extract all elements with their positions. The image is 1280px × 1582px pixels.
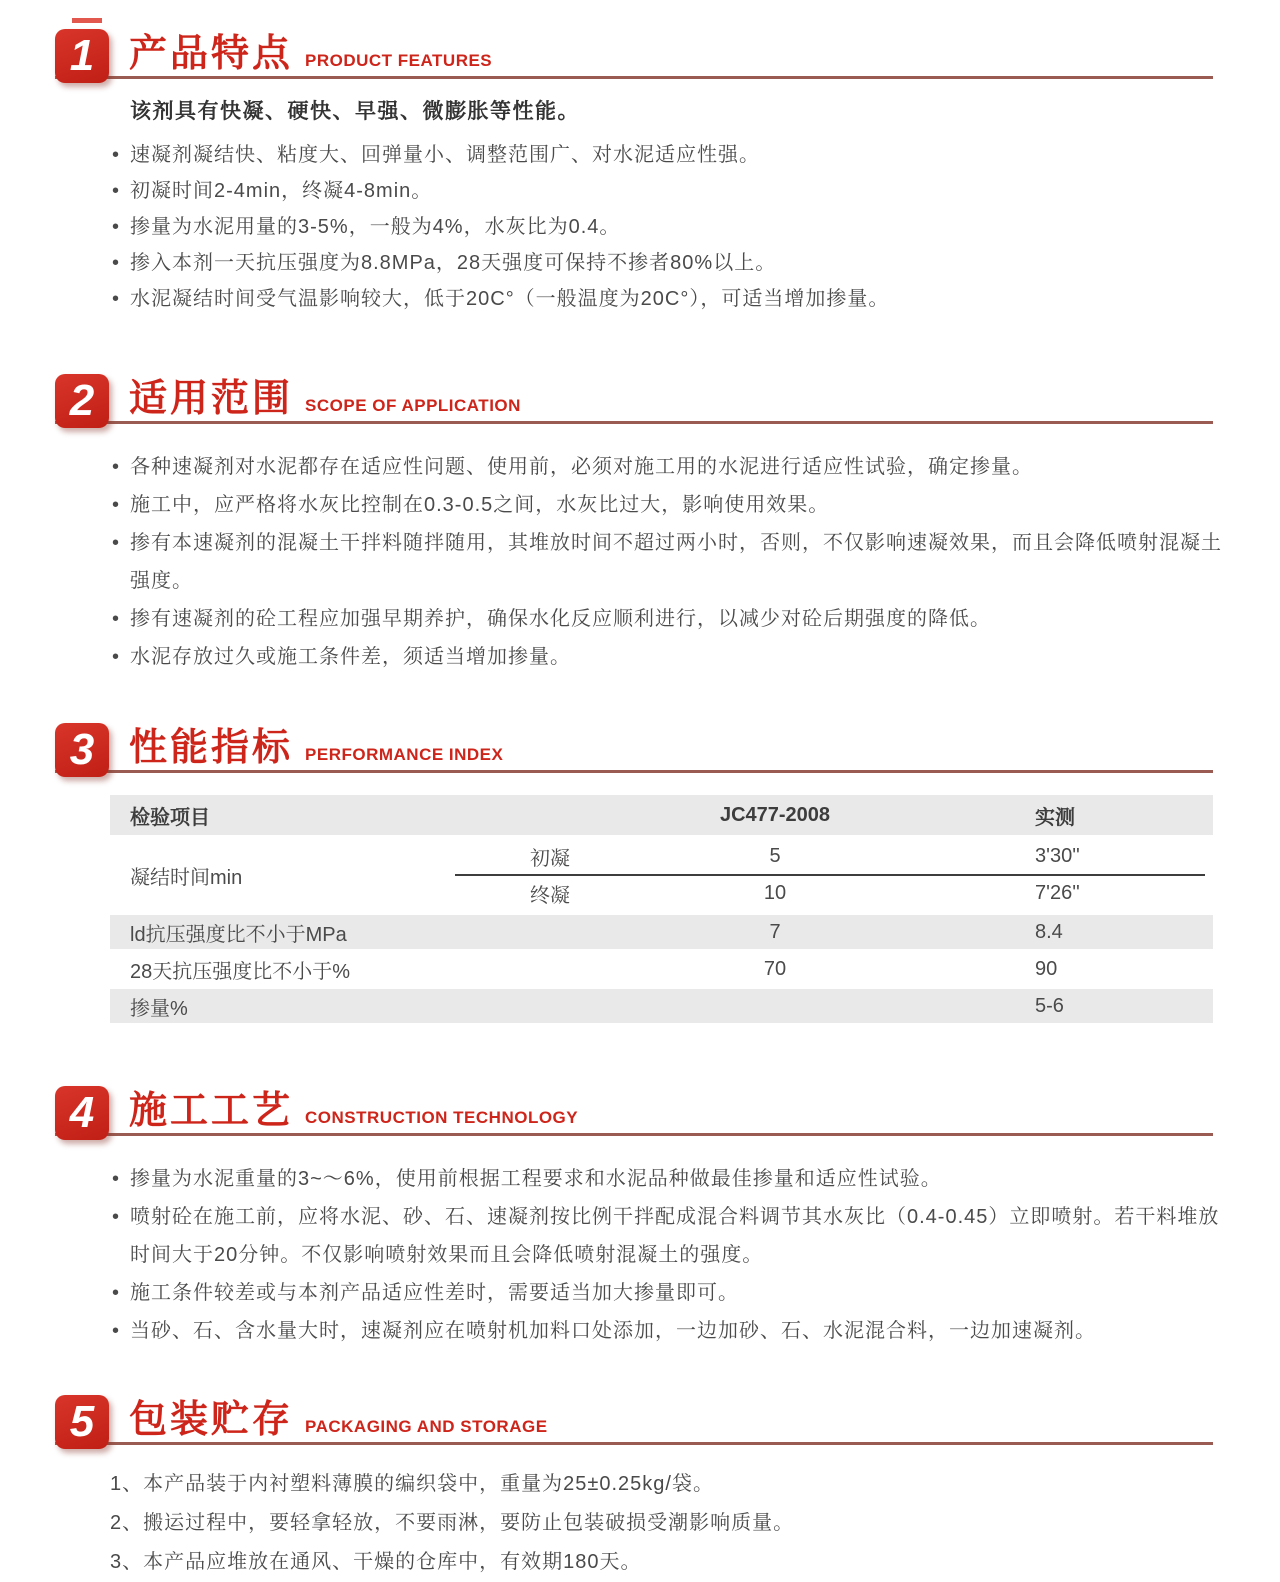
section-2-number-badge: 2 xyxy=(55,374,109,428)
section-4-title: 施工工艺 xyxy=(129,1090,294,1132)
table-header-jc477: JC477-2008 xyxy=(719,803,831,826)
section-5-subtitle: PACKAGING AND STORAGE xyxy=(305,1417,548,1436)
setting-final-jc: 10 xyxy=(763,882,787,904)
row-measured-value: 8.4 xyxy=(1035,920,1063,943)
table-row xyxy=(110,915,1213,949)
list-item: • 水泥凝结时间受气温影响较大，低于20C°（一般温度为20C°），可适当增加掺量。 xyxy=(112,281,1225,317)
list-item: • 施工中，应严格将水灰比控制在0.3-0.5之间，水灰比过大，影响使用效果。 xyxy=(112,486,1225,524)
setting-final-label: 终凝 xyxy=(530,885,570,907)
row-label: ld抗压强度比不小于MPa xyxy=(130,923,347,946)
list-item: • 掺有本速凝剂的混凝土干拌料随拌随用，其堆放时间不超过两小时，否则，不仅影响速凝效果，而且会降低喷射混凝土强度。 xyxy=(112,524,1225,600)
list-item: • 速凝剂凝结快、粘度大、回弹量小、调整范围广、对水泥适应性强。 xyxy=(112,137,1225,173)
table-header-item: 检验项目 xyxy=(130,806,210,829)
list-item: • 水泥存放过久或施工条件差，须适当增加掺量。 xyxy=(112,638,1225,676)
section-3-title: 性能指标 xyxy=(129,727,294,769)
list-item: • 掺量为水泥用量的3-5%，一般为4%，水灰比为0.4。 xyxy=(112,209,1225,245)
section-performance-index xyxy=(0,712,1280,1023)
row-jc-value: 7 xyxy=(769,920,781,943)
section-3-header xyxy=(55,712,1213,773)
section-4-subtitle: CONSTRUCTION TECHNOLOGY xyxy=(305,1108,579,1127)
section-scope-of-application xyxy=(0,363,1280,676)
product-features-intro: 该剂具有快凝、硬快、早强、微膨胀等性能。 xyxy=(130,100,580,123)
list-item: • 初凝时间2-4min，终凝4-8min。 xyxy=(112,173,1225,209)
section-5-number-badge: 5 xyxy=(55,1395,109,1449)
table-row xyxy=(110,952,1213,986)
section-3-subtitle: PERFORMANCE INDEX xyxy=(305,745,504,764)
section-2-subtitle: SCOPE OF APPLICATION xyxy=(305,396,521,415)
row-measured-value: 90 xyxy=(1035,957,1058,980)
section-4-header xyxy=(55,1075,1213,1136)
section-packaging-and-storage xyxy=(0,1384,1280,1582)
list-item: • 掺有速凝剂的砼工程应加强早期养护，确保水化反应顺利进行，以减少对砼后期强度的降低。 xyxy=(112,600,1225,638)
section-2-header xyxy=(55,363,1213,424)
section-1-header xyxy=(55,18,1213,79)
section-construction-technology xyxy=(0,1075,1280,1350)
table-row xyxy=(110,989,1213,1023)
list-item: • 施工条件较差或与本剂产品适应性差时，需要适当加大掺量即可。 xyxy=(112,1274,1225,1312)
section-4-number-badge: 4 xyxy=(55,1086,109,1140)
setting-final-measured: 7'26'' xyxy=(1035,882,1080,904)
row-label: 28天抗压强度比不小于% xyxy=(130,960,351,983)
list-item: • 喷射砼在施工前，应将水泥、砂、石、速凝剂按比例干拌配成混合料调节其水灰比（0.4-0.45）立即喷射。若干料堆放时间大于20分钟。不仅影响喷射效果而且会降低喷射混凝土的强度。 xyxy=(112,1198,1225,1274)
row-label: 掺量% xyxy=(130,997,188,1020)
row-jc-value: 70 xyxy=(763,957,787,980)
scope-list xyxy=(0,448,1280,676)
section-3-number-badge: 3 xyxy=(55,723,109,777)
setting-time-divider xyxy=(455,874,1205,876)
section-1-title: 产品特点 xyxy=(129,33,294,75)
packaging-list xyxy=(0,1465,1280,1582)
list-item: • 当砂、石、含水量大时，速凝剂应在喷射机加料口处添加，一边加砂、石、水泥混合料，一边加速凝剂。 xyxy=(112,1312,1225,1350)
section-5-title: 包装贮存 xyxy=(129,1399,294,1441)
table-row-setting-time xyxy=(110,838,1213,912)
list-item: • 掺量为水泥重量的3~～6%，使用前根据工程要求和水泥品种做最佳掺量和适应性试验。 xyxy=(112,1160,1225,1198)
setting-time-label: 凝结时间min xyxy=(130,866,243,889)
setting-initial-jc: 5 xyxy=(769,845,781,867)
list-item: • 掺入本剂一天抗压强度为8.8MPa，28天强度可保持不掺者80%以上。 xyxy=(112,245,1225,281)
row-measured-value: 5-6 xyxy=(1035,994,1064,1017)
list-item: 3、本产品应堆放在通风、干燥的仓库中，有效期180天。 xyxy=(110,1551,642,1573)
product-features-list xyxy=(0,137,1280,317)
table-header-row xyxy=(110,795,1213,835)
section-product-features xyxy=(0,18,1280,317)
table-header-measured: 实测 xyxy=(1035,806,1075,829)
section-5-header xyxy=(55,1384,1213,1445)
construction-list xyxy=(0,1160,1280,1350)
performance-table xyxy=(110,795,1213,1023)
setting-initial-measured: 3'30'' xyxy=(1035,845,1080,867)
section-1-number-badge: 1 xyxy=(55,29,109,83)
section-1-subtitle: PRODUCT FEATURES xyxy=(305,51,493,70)
list-item: • 各种速凝剂对水泥都存在适应性问题、使用前，必须对施工用的水泥进行适应性试验，确定掺量。 xyxy=(112,448,1225,486)
section-2-title: 适用范围 xyxy=(129,378,294,420)
setting-initial-label: 初凝 xyxy=(530,848,570,870)
list-item: 1、本产品装于内衬塑料薄膜的编织袋中，重量为25±0.25kg/袋。 xyxy=(110,1473,714,1495)
list-item: 2、搬运过程中，要轻拿轻放，不要雨淋，要防止包装破损受潮影响质量。 xyxy=(110,1512,795,1534)
